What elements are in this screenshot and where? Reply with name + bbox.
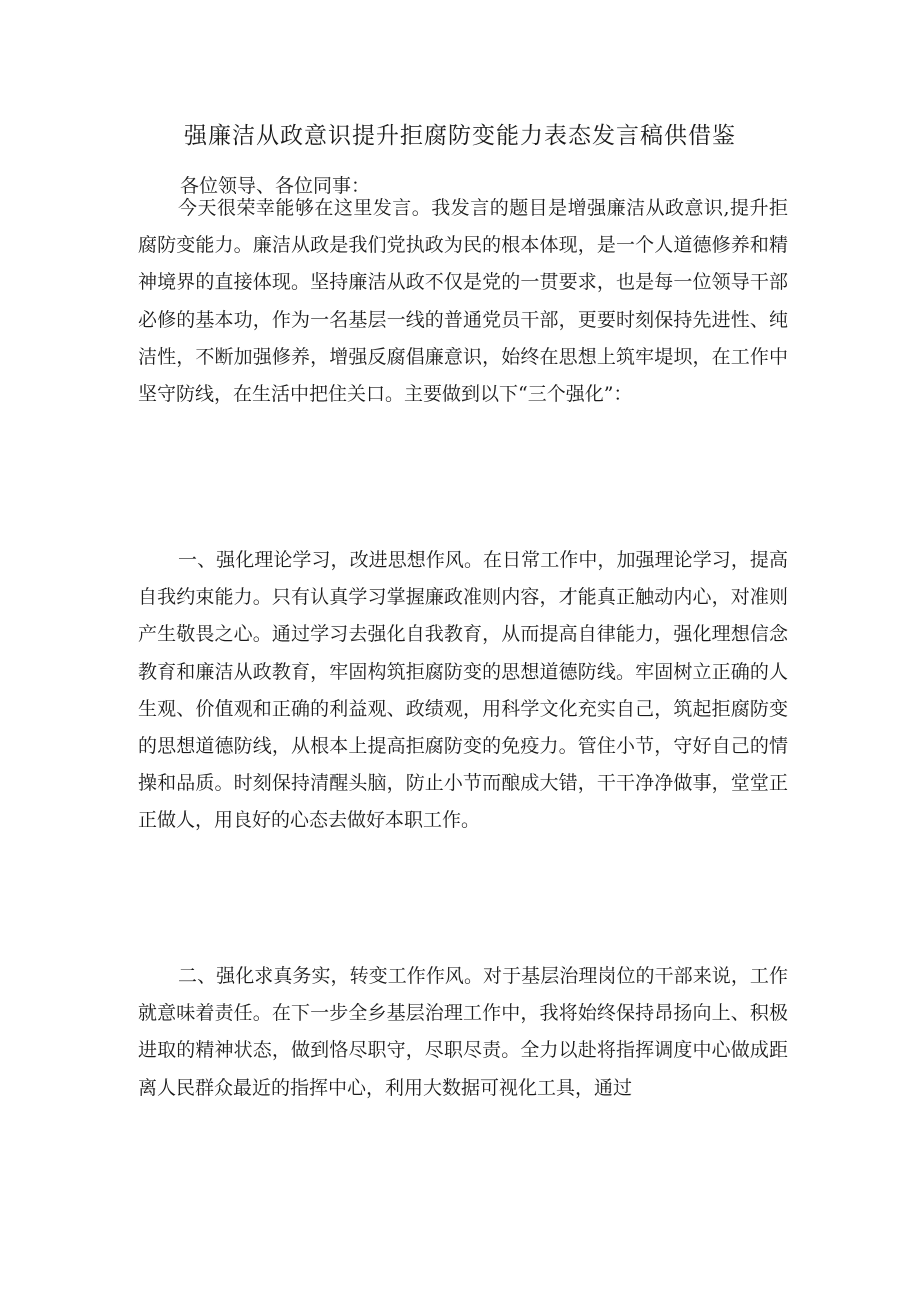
salutation: 各位领导、各位同事： (180, 175, 371, 197)
paragraph-section-one: 一、强化理论学习，改进思想作风。在日常工作中，加强理论学习，提高自我约束能力。只有认真学习掌握廉政准则内容，才能真正触动内心，对准则产生敬畏之心。通过学习去强化自我教育，从而提高自律能力，强化理想信念教育和廉洁从政教育，牢固构筑拒腐防变的思想道德防线。牢固树立正确的人生观、价值观和正确的利益观、政绩观，用科学文化充实自己，筑起拒腐防变的思想道德防线，从根本上提高拒腐防变的免疫力。管住小节，守好自己的情操和品质。时刻保持清醒头脑，防止小节而酿成大错，干干净净做事，堂堂正正做人，用良好的心态去做好本职工作。 (138, 549, 788, 832)
paragraph-section-two: 二、强化求真务实，转变工作作风。对于基层治理岗位的干部来说，工作就意味着责任。在下一步全乡基层治理工作中，我将始终保持昂扬向上、积极进取的精神状态，做到恪尽职守，尽职尽责。全力以赴将指挥调度中心做成距离人民群众最近的指挥中心，利用大数据可视化工具，通过 (138, 965, 788, 1099)
paragraph-intro: 今天很荣幸能够在这里发言。我发言的题目是增强廉洁从政意识,提升拒腐防变能力。廉洁从政是我们党执政为民的根本体现，是一个人道德修养和精神境界的直接体现。坚持廉洁从政不仅是党的一贯要求，也是每一位领导干部必修的基本功，作为一名基层一线的普通党员干部，更要时刻保持先进性、纯洁性，不断加强修养，增强反腐倡廉意识，始终在思想上筑牢堤坝，在工作中坚守防线，在生活中把住关口。主要做到以下“三个强化”： (138, 197, 788, 406)
document-title: 强廉洁从政意识提升拒腐防变能力表态发言稿供借鉴 (184, 123, 736, 149)
